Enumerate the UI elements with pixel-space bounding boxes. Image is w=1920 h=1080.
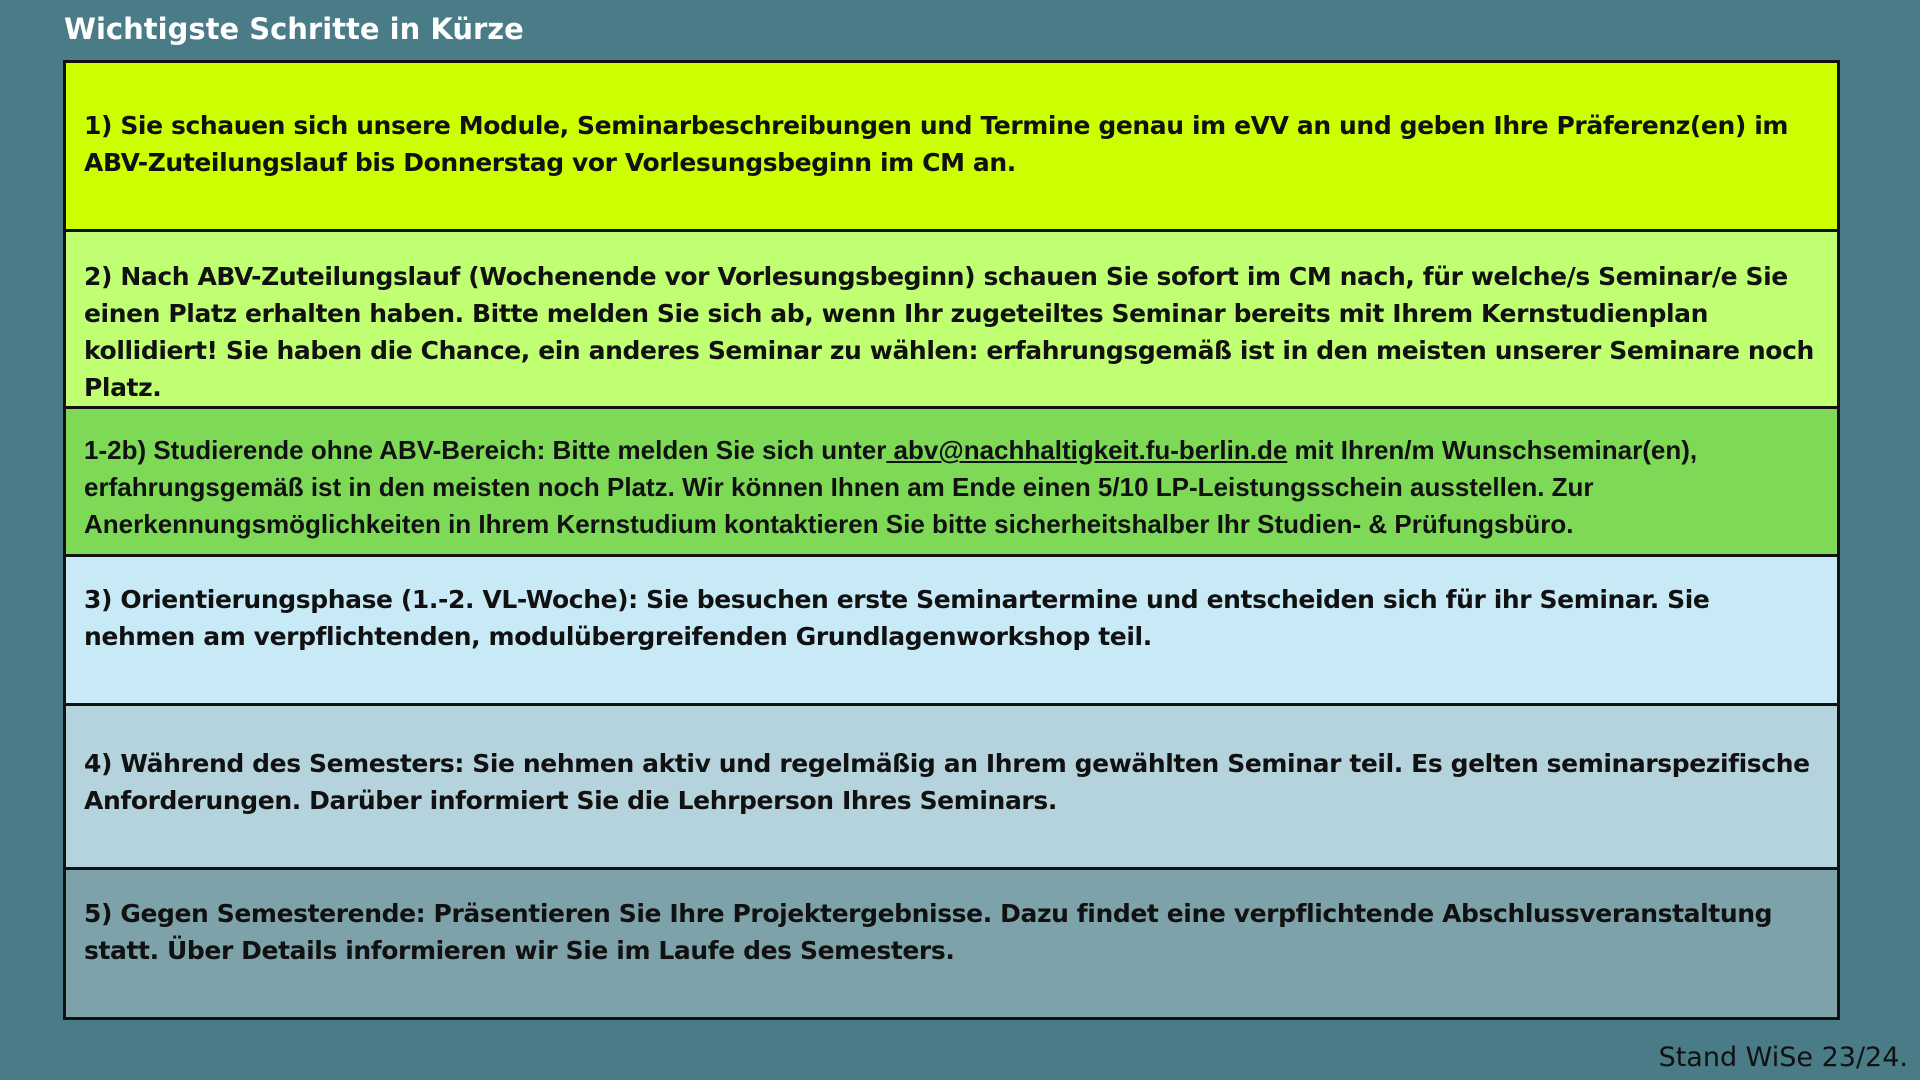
step-2-row xyxy=(66,232,1837,409)
step-4-text: 4) Während des Semesters: Sie nehmen aktiv und regelmäßig an Ihrem gewählten Seminar teil. Es gelten seminarspezifische Anforderungen. Darüber informiert Sie die Lehrperson Ihres Seminars. xyxy=(84,749,1810,815)
step-1-2b-text xyxy=(84,432,1819,543)
steps-table xyxy=(63,60,1840,1020)
footer-note: Stand WiSe 23/24. xyxy=(1658,1042,1908,1073)
step-5-text: 5) Gegen Semesterende: Präsentieren Sie Ihre Projektergebnisse. Dazu findet eine verpflichtende Abschlussveranstaltung statt. Über Details informieren wir Sie im Laufe des Semesters. xyxy=(84,899,1773,965)
step-3-text: 3) Orientierungsphase (1.-2. VL-Woche): Sie besuchen erste Seminartermine und entscheiden sich für ihr Seminar. Sie nehmen am verpflichtenden, modulübergreifenden Grundlagenworkshop teil. xyxy=(84,585,1710,651)
step-1-2b-text-after: mit Ihren/m Wunschseminar(en), erfahrungsgemäß ist in den meisten noch Platz. Wir können Ihnen am Ende einen 5/10 LP-Leistungsschein ausstellen. Zur Anerkennungsmöglichkeiten in Ihrem Kernstudium kontaktieren Sie bitte sicherheitshalber Ihr Studien- & Prüfungsbüro. xyxy=(84,435,1698,539)
step-4-row xyxy=(66,706,1837,870)
email-link[interactable]: abv@nachhaltigkeit.fu-berlin.de xyxy=(886,435,1288,465)
step-1-2b-row xyxy=(66,409,1837,557)
step-1-text: 1) Sie schauen sich unsere Module, Seminarbeschreibungen und Termine genau im eVV an und geben Ihre Präferenz(en) im ABV-Zuteilungslauf bis Donnerstag vor Vorlesungsbeginn im CM an. xyxy=(84,111,1789,177)
step-3-row xyxy=(66,557,1837,706)
step-2-text: 2) Nach ABV-Zuteilungslauf (Wochenende vor Vorlesungsbeginn) schauen Sie sofort im CM nach, für welche/s Seminar/e Sie einen Platz erhalten haben. Bitte melden Sie sich ab, wenn Ihr zugeteiltes Seminar bereits mit Ihrem Kernstudienplan kollidiert! Sie haben die Chance, ein anderes Seminar zu wählen: erfahrungsgemäß ist in den meisten unserer Seminare noch Platz. xyxy=(84,262,1814,402)
step-1-row xyxy=(66,63,1837,232)
step-1-2b-text-before: 1-2b) Studierende ohne ABV-Bereich: Bitte melden Sie sich unter xyxy=(84,435,887,465)
step-5-row xyxy=(66,870,1837,1017)
page-title: Wichtigste Schritte in Kürze xyxy=(64,12,524,46)
